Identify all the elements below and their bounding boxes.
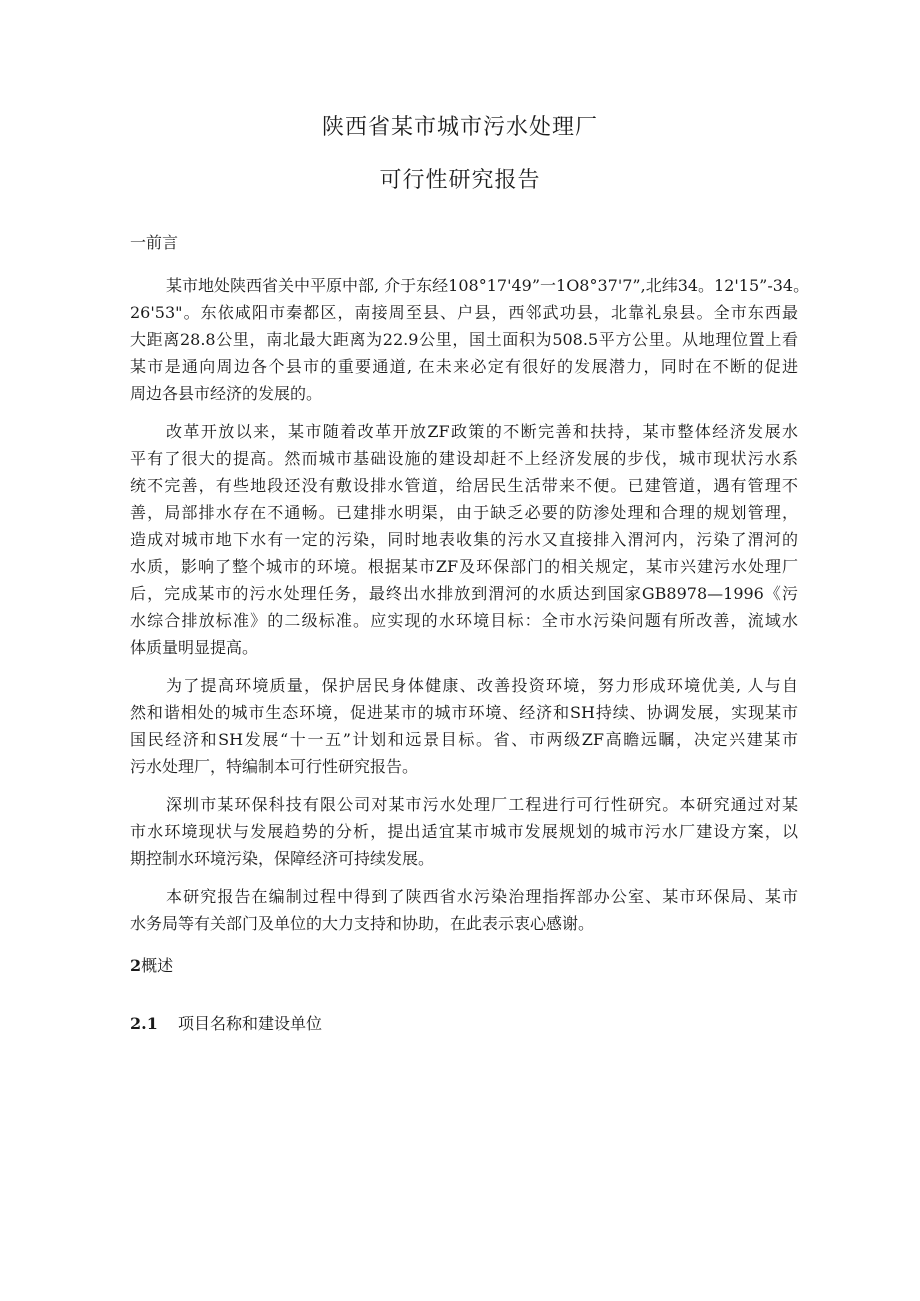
paragraph-line: 后，完成某市的污水处理任务，最终出水排放到渭河的水质达到国家GB8978—1996《污 xyxy=(130,584,798,603)
paragraph-line: 为了提高环境质量，保护居民身体健康、改善投资环境，努力形成环境优美, 人与自 xyxy=(166,676,798,695)
overview-heading-text: 概述 xyxy=(141,956,174,975)
document-title: 陕西省某市城市污水处理厂 xyxy=(321,115,598,140)
paragraph-line: 污水处理厂，特编制本可行性研究报告。 xyxy=(130,757,419,776)
paragraph-line: 水务局等有关部门及单位的大力支持和协助，在此表示衷心感谢。 xyxy=(130,914,595,933)
paragraph-line: 某市是通向周边各个县市的重要通道, 在未来必定有很好的发展潜力，同时在不断的促进 xyxy=(130,357,798,376)
paragraph-line: 体质量明显提高。 xyxy=(130,638,259,657)
subsection-number: 2.1 xyxy=(130,1014,158,1033)
subsection-heading xyxy=(130,1012,322,1036)
subsection-title: 项目名称和建设单位 xyxy=(178,1014,323,1033)
paragraph-line: 善，局部排水存在不通畅。已建排水明渠，由于缺乏必要的防渗处理和合理的规划管理， xyxy=(130,503,798,522)
paragraph-line: 期控制水环境污染，保障经济可持续发展。 xyxy=(130,849,435,868)
paragraph-background xyxy=(130,418,798,661)
paragraph-line: 周边各县市经济的发展的。 xyxy=(130,384,323,403)
paragraph-line: 市水环境现状与发展趋势的分析，提出适宜某市城市发展规划的城市污水厂建设方案，以 xyxy=(130,822,798,841)
paragraph-line: 水质，影响了整个城市的环境。根据某市ZF及环保部门的相关规定，某市兴建污水处理厂 xyxy=(130,557,798,576)
paragraph-line: 统不完善，有些地段还没有敷设排水管道，给居民生活带来不便。已建管道，遇有管理不 xyxy=(130,476,798,495)
paragraph-line: 26'53"。东依咸阳市秦都区，南接周至县、户县，西邻武功县，北靠礼泉县。全市东西最 xyxy=(130,303,798,322)
paragraph-line: 改革开放以来，某市随着改革开放ZF政策的不断完善和扶持，某市整体经济发展水 xyxy=(166,422,798,441)
paragraph-line: 然和谐相处的城市生态环境，促进某市的城市环境、经济和SH持续、协调发展，实现某市 xyxy=(130,703,798,722)
paragraph-line: 某市地处陕西省关中平原中部, 介于东经108°17'49”一1O8°37'7”,北纬34。12'15”-34。 xyxy=(166,276,810,295)
paragraph-line: 国民经济和SH发展“十一五”计划和远景目标。省、市两级ZF高瞻远瞩，决定兴建某市 xyxy=(130,730,798,749)
paragraph-line: 本研究报告在编制过程中得到了陕西省水污染治理指挥部办公室、某市环保局、某市 xyxy=(166,887,798,906)
paragraph-research xyxy=(130,791,798,872)
paragraph-acknowledgement xyxy=(130,883,798,937)
paragraph-purpose xyxy=(130,672,798,780)
preface-heading: 一前言 xyxy=(130,233,179,252)
paragraph-line: 水综合排放标准》的二级标准。应实现的水环境目标：全市水污染问题有所改善，流域水 xyxy=(130,611,798,630)
paragraph-line: 造成对城市地下水有一定的污染，同时地表收集的污水又直接排入渭河内，污染了渭河的 xyxy=(130,530,798,549)
paragraph-line: 平有了很大的提高。然而城市基础设施的建设却赶不上经济发展的步伐，城市现状污水系 xyxy=(130,449,798,468)
paragraph-line: 深圳市某环保科技有限公司对某市污水处理厂工程进行可行性研究。本研究通过对某 xyxy=(166,795,798,814)
overview-heading-number: 2 xyxy=(130,956,142,975)
overview-heading xyxy=(130,954,173,978)
paragraph-location xyxy=(130,272,810,407)
document-subtitle: 可行性研究报告 xyxy=(379,168,541,193)
paragraph-line: 大距离28.8公里，南北最大距离为22.9公里，国土面积为508.5平方公里。从地理位置上看 xyxy=(130,330,798,349)
